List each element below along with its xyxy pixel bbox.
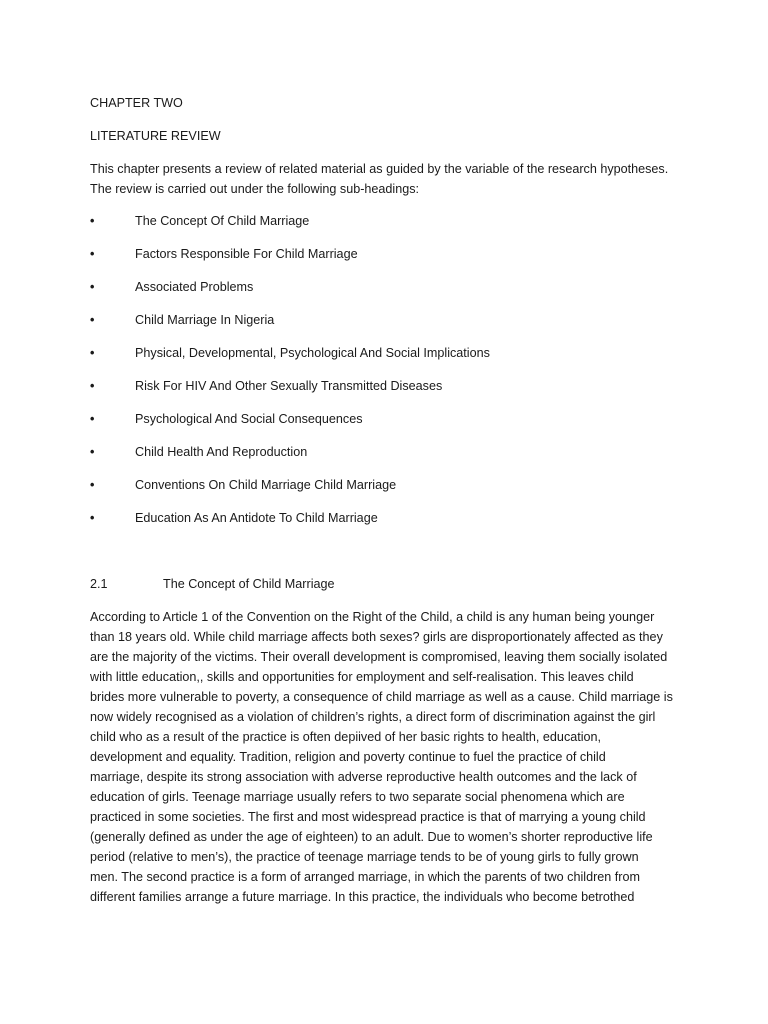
body-line: child who as a result of the practice is often depiived of her basic rights to health, education, (90, 730, 602, 744)
body-line: practiced in some societies. The first and most widespread practice is that of marrying a young child (90, 810, 646, 824)
bullet-icon: • (90, 313, 95, 327)
bullet-icon: • (90, 478, 95, 492)
intro-line: This chapter presents a review of related material as guided by the variable of the research hypotheses. (90, 162, 669, 176)
body-line: According to Article 1 of the Convention on the Right of the Child, a child is any human being younger (90, 610, 655, 624)
intro-line: The review is carried out under the following sub-headings: (90, 182, 420, 196)
list-item-text: Education As An Antidote To Child Marriage (135, 511, 378, 525)
list-item-text: Factors Responsible For Child Marriage (135, 247, 358, 261)
bullet-icon: • (90, 412, 95, 426)
list-item-text: Associated Problems (135, 280, 254, 294)
bullet-icon: • (90, 511, 95, 525)
body-line: (generally defined as under the age of eighteen) to an adult. Due to women’s shorter reproductive life (90, 830, 653, 844)
section-number: 2.1 (90, 577, 108, 591)
body-line: men. The second practice is a form of arranged marriage, in which the parents of two children from (90, 870, 640, 884)
body-line: now widely recognised as a violation of children’s rights, a direct form of discrimination against the girl (90, 710, 656, 724)
body-line: different families arrange a future marriage. In this practice, the individuals who become betrothed (90, 890, 635, 904)
list-item (90, 277, 690, 297)
list-item (90, 376, 690, 396)
subheading-list (90, 211, 690, 528)
list-item-text: Risk For HIV And Other Sexually Transmitted Diseases (135, 379, 443, 393)
list-item-text: Conventions On Child Marriage Child Marriage (135, 478, 397, 492)
list-item-text: Child Marriage In Nigeria (135, 313, 275, 327)
list-item (90, 475, 690, 495)
bullet-icon: • (90, 379, 95, 393)
body-line: brides more vulnerable to poverty, a consequence of child marriage as well as a cause. Child marriage is (90, 690, 673, 704)
list-item (90, 508, 690, 528)
body-line: education of girls. Teenage marriage usually refers to two separate social phenomena which are (90, 790, 625, 804)
body-line: marriage, despite its strong association with adverse reproductive health outcomes and the lack of (90, 770, 637, 784)
chapter-label: CHAPTER TWO (90, 96, 183, 110)
list-item (90, 409, 690, 429)
section-title: The Concept of Child Marriage (163, 577, 335, 591)
list-item-text: Child Health And Reproduction (135, 445, 308, 459)
list-item-text: The Concept Of Child Marriage (135, 214, 310, 228)
list-item (90, 244, 690, 264)
bullet-icon: • (90, 214, 95, 228)
body-line: than 18 years old. While child marriage affects both sexes? girls are disproportionately affected as they (90, 630, 663, 644)
list-item (90, 343, 690, 363)
bullet-icon: • (90, 280, 95, 294)
intro-paragraph (90, 159, 690, 199)
chapter-title: LITERATURE REVIEW (90, 129, 221, 143)
list-item-text: Physical, Developmental, Psychological And Social Implications (135, 346, 490, 360)
list-item (90, 310, 690, 330)
body-paragraph (90, 607, 690, 907)
bullet-icon: • (90, 247, 95, 261)
body-line: period (relative to men’s), the practice of teenage marriage tends to be of young girls to fully grown (90, 850, 639, 864)
list-item (90, 211, 690, 231)
bullet-icon: • (90, 445, 95, 459)
body-line: development and equality. Tradition, religion and poverty continue to fuel the practice of child (90, 750, 606, 764)
list-item (90, 442, 690, 462)
bullet-icon: • (90, 346, 95, 360)
body-line: are the majority of the victims. Their overall development is compromised, leaving them socially isolated (90, 650, 668, 664)
list-item-text: Psychological And Social Consequences (135, 412, 363, 426)
body-line: with little education,, skills and opportunities for employment and self-realisation. This leaves child (90, 670, 634, 684)
document-body (90, 93, 690, 907)
section-heading (90, 574, 690, 594)
